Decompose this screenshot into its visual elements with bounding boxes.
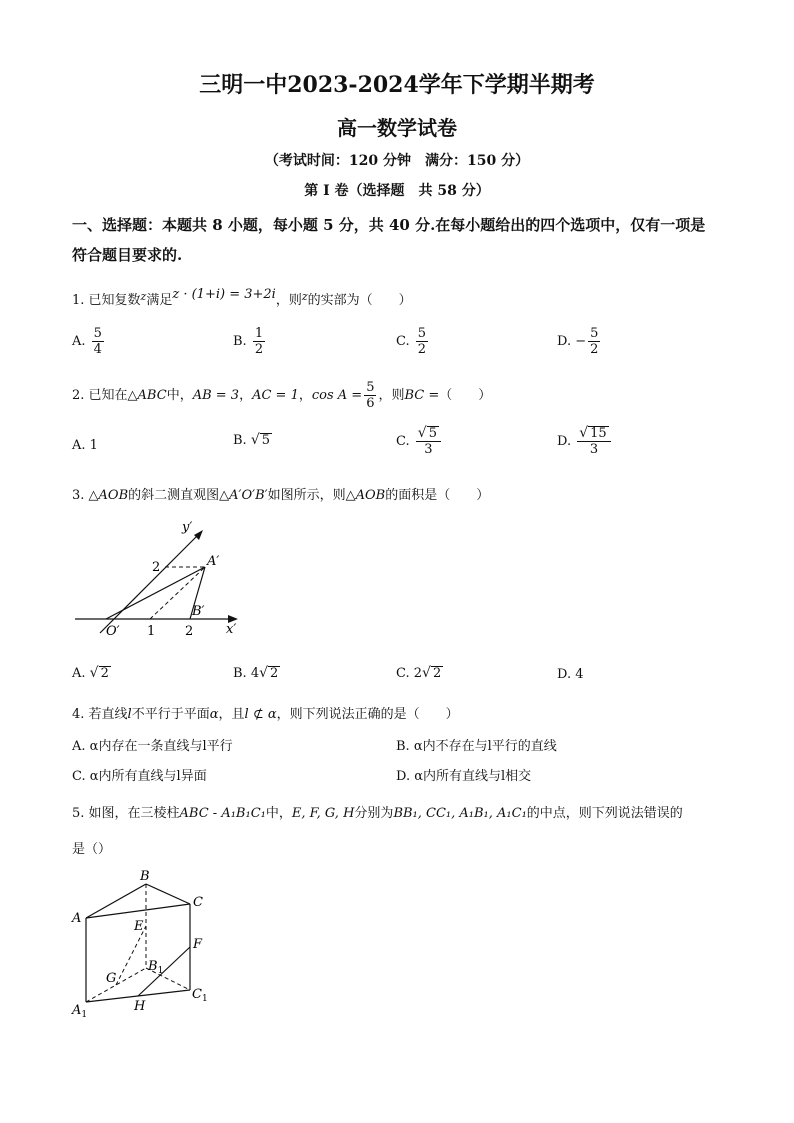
q3-option-b: B. 4√ 2 — [233, 665, 279, 681]
label-g: G — [106, 971, 117, 986]
section-instructions-line1: 一、选择题：本题共 8 小题，每小题 5 分，共 40 分.在每小题给出的四个选项中，仅有一项是 — [72, 216, 706, 234]
q4-option-d: D. α内所有直线与l相交 — [396, 769, 532, 784]
exam-title: 三明一中2023-2024学年下学期半期考 — [199, 72, 595, 98]
volume-heading: 第 I 卷（选择题 共 58 分） — [304, 183, 490, 199]
y-axis — [100, 533, 200, 633]
label-f: F — [193, 937, 203, 952]
q3-option-c: C. 2√ 2 — [396, 665, 442, 681]
edge-ab — [86, 884, 146, 918]
question-1: 1. 已知复数$^z$满足z · (1+i) = 3+2i，则$^z$的实部为（ ） — [72, 287, 412, 308]
q1-option-a: A. $\frac{5}{4}$ — [72, 326, 102, 357]
x-axis-label: x′ — [226, 622, 237, 637]
label-c: C — [193, 895, 203, 910]
question-5-line1: 5. 如图，在三棱柱ABC - A₁B₁C₁中，E, F, G, H分别为BB₁, CC₁, A₁B₁, A₁C₁的中点，则下列说法错误的 — [72, 806, 683, 821]
label-b: B — [140, 869, 150, 884]
q4-option-c: C. α内所有直线与l异面 — [72, 769, 207, 784]
label-c1: $C_1$ — [192, 987, 208, 1004]
y-axis-label: y′ — [182, 520, 193, 535]
q4-option-b: B. α内不存在与l平行的直线 — [396, 739, 557, 754]
question-2: 2. 已知在△ABC中，AB = 3，AC = 1，cos A = $\frac{5}{6}$ ，则BC =（ ） — [72, 380, 492, 411]
x-tick-1: 1 — [147, 624, 156, 639]
label-a1: $A_1$ — [72, 1003, 88, 1020]
edge-ac — [86, 904, 190, 918]
y-tick-2: 2 — [152, 560, 161, 575]
label-e: E — [134, 919, 144, 934]
edge-bc — [146, 884, 190, 904]
q1-option-d: D. − $\frac{5}{2}$ — [557, 326, 599, 357]
exam-info: （考试时间：120 分钟 满分：150 分） — [264, 153, 530, 169]
q2-option-a: A. 1 — [72, 438, 98, 453]
q2-option-d: D. $\frac{√ 15}{3}$ — [557, 426, 613, 457]
question-3: 3. △AOB的斜二测直观图△A′O′B′如图所示，则△AOB的面积是（ ） — [72, 488, 490, 503]
q3-option-d: D. 4 — [557, 667, 584, 682]
q1-option-c: C. $\frac{5}{2}$ — [396, 326, 427, 357]
y-axis-arrow — [194, 530, 203, 540]
triangular-prism-figure — [68, 866, 218, 1026]
label-h: H — [134, 999, 146, 1014]
q2-option-c: C. $\frac{√ 5}{3}$ — [396, 426, 443, 457]
label-a: A — [72, 911, 82, 926]
q1-option-b: B. $\frac{1}{2}$ — [233, 326, 264, 357]
point-b-label: B′ — [192, 604, 205, 619]
oblique-projection-figure — [70, 515, 250, 645]
section-instructions-line2: 符合题目要求的. — [72, 246, 183, 264]
x-tick-2: 2 — [185, 624, 194, 639]
point-a-label: A′ — [207, 554, 220, 569]
question-4: 4. 若直线l不平行于平面α，且l ⊄ α，则下列说法正确的是（ ） — [72, 707, 459, 722]
q2-option-b: B. √ 5 — [233, 432, 271, 448]
exam-subtitle: 高一数学试卷 — [337, 116, 457, 140]
label-b1: $B_1$ — [148, 959, 164, 976]
origin-label: O′ — [106, 624, 120, 639]
q3-option-a: A. √ 2 — [72, 665, 109, 681]
question-5-line2: 是（） — [72, 842, 112, 857]
q4-option-a: A. α内存在一条直线与l平行 — [72, 739, 233, 754]
